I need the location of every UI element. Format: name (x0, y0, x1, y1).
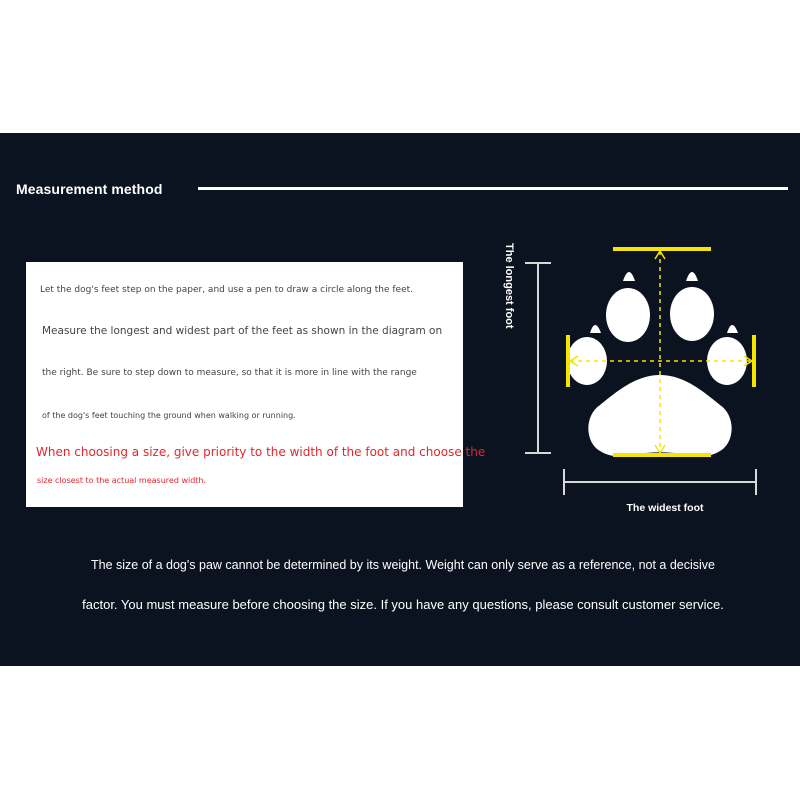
section-title: Measurement method (16, 181, 163, 197)
longest-dimension-guide (525, 263, 551, 453)
instruction-line-3: the right. Be sure to step down to measure, so that it is more in line with the range (42, 368, 417, 378)
widest-dimension-guide (564, 469, 756, 495)
longest-foot-label: The longest foot (503, 243, 515, 329)
instruction-line-1: Let the dog's feet step on the paper, and use a pen to draw a circle along the feet. (40, 285, 413, 295)
footer-note-line-1: The size of a dog's paw cannot be determined by its weight. Weight can only serve as a reference, not a decisive (90, 558, 716, 572)
priority-note-line-2: size closest to the actual measured width. (37, 476, 207, 485)
priority-note-line-1: When choosing a size, give priority to the width of the foot and choose the (36, 445, 486, 459)
instructions-card (26, 262, 486, 507)
instruction-line-4: of the dog's feet touching the ground when walking or running. (42, 411, 296, 420)
footer-note-line-2: factor. You must measure before choosing the size. If you have any questions, please consult customer service. (82, 597, 724, 612)
title-divider (198, 187, 788, 190)
measurement-panel (0, 133, 800, 666)
paw-icon (567, 272, 747, 456)
widest-foot-label: The widest foot (626, 502, 704, 514)
instruction-line-2: Measure the longest and widest part of the feet as shown in the diagram on (42, 325, 443, 337)
paw-measurement-diagram (495, 243, 785, 523)
